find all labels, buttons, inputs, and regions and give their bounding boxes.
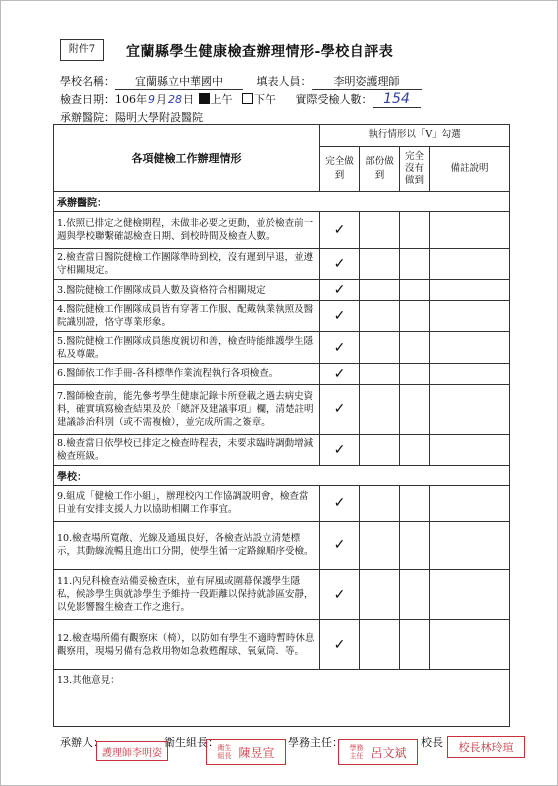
attachment-label: 附件7: [60, 39, 104, 61]
hospital-value: 陽明大學附設醫院: [115, 111, 203, 124]
info-row-school: [60, 73, 422, 90]
check-mark-icon: ✓: [333, 401, 346, 418]
cell-none-done: [400, 485, 430, 521]
cell-partial: [360, 434, 400, 466]
table-row: [54, 570, 510, 620]
check-mark-icon: ✓: [333, 308, 346, 325]
col-partial-header: 部份做到: [360, 146, 400, 192]
organizer-stamp: 護理師李明姿: [96, 741, 168, 761]
cell-full: [320, 363, 360, 384]
cell-partial: [360, 363, 400, 384]
cell-partial: [360, 300, 400, 332]
item-text: 7.醫師檢查前，能先參考學生健康記錄卡所登載之過去病史資料，確實填寫檢查結果及於「總評及建議事項」欄，清楚註明建議診治科別（或不需複檢），並完成所需之簽章。: [54, 384, 320, 434]
date-day: 28: [168, 93, 182, 106]
col-none-header: 完全沒有做到: [400, 146, 430, 192]
cell-note: [430, 280, 510, 301]
cell-partial: [360, 211, 400, 248]
cell-note: [430, 300, 510, 332]
cell-partial: [360, 620, 400, 670]
section-title: 學校：: [54, 466, 510, 486]
cell-partial: [360, 280, 400, 301]
check-mark-icon: ✓: [333, 636, 346, 653]
academic-stamp: [338, 739, 418, 765]
cell-note: [430, 363, 510, 384]
cell-partial: [360, 521, 400, 570]
info-row-hospital: [60, 109, 203, 125]
health-head-stamp-name: 陳昱宣: [238, 745, 275, 760]
table-row: [54, 485, 510, 521]
check-mark-icon: ✓: [333, 365, 346, 382]
evaluation-table: [53, 124, 510, 727]
cell-full: [320, 280, 360, 301]
table-row: [54, 363, 510, 384]
filler-value: 李明姿護理師: [312, 73, 422, 90]
item-text: 5.醫院健檢工作團隊成員態度親切和善，檢查時能維護學生隱私及尊嚴。: [54, 332, 320, 364]
principal-label: 校長: [421, 736, 443, 749]
cell-note: [430, 485, 510, 521]
cell-none-done: [400, 211, 430, 248]
cell-none-done: [400, 280, 430, 301]
cell-none-done: [400, 620, 430, 670]
check-mark-icon: ✓: [333, 441, 346, 458]
table-row: [54, 332, 510, 364]
cell-full: [320, 248, 360, 280]
table-row: [54, 248, 510, 280]
cell-full: [320, 620, 360, 670]
pm-checkbox: [242, 93, 253, 104]
check-mark-icon: ✓: [333, 537, 346, 554]
check-mark-icon: ✓: [333, 586, 346, 603]
table-row: [54, 620, 510, 670]
date-year: 106: [115, 93, 136, 106]
cell-full: [320, 521, 360, 570]
school-value: 宜蘭縣立中華國中: [115, 73, 243, 90]
date-label: 檢查日期：: [60, 93, 115, 106]
item-text: 13.其他意見：: [54, 670, 510, 727]
cell-none-done: [400, 332, 430, 364]
cell-full: [320, 384, 360, 434]
item-text: 10.檢查場所寬敞、光線及通風良好，各檢查站設立清楚標示，其動線流暢且進出口分開，使學生循一定路線順序受檢。: [54, 521, 320, 570]
principal-stamp: 校長林玲瑄: [447, 736, 525, 758]
organizer-label: 承辦人：: [60, 736, 104, 749]
health-head-stamp-small: 衛生組長: [217, 744, 232, 760]
cell-partial: [360, 248, 400, 280]
item-text: 1.依照已排定之健檢期程，未做非必要之更動，並於檢查前一週與學校聯繫確認檢查日期、到校時間及檢查人數。: [54, 211, 320, 248]
cell-full: [320, 332, 360, 364]
cell-note: [430, 332, 510, 364]
item-header: 各項健檢工作辦理情形: [54, 125, 320, 192]
check-mark-icon: ✓: [333, 339, 346, 356]
year-unit: 年: [136, 93, 147, 106]
count-label: 實際受檢人數：: [295, 93, 373, 106]
cell-note: [430, 248, 510, 280]
cell-partial: [360, 485, 400, 521]
table-row: [54, 670, 510, 727]
table-row: [54, 384, 510, 434]
item-text: 2.檢查當日醫院健檢工作團隊準時到校，沒有遲到早退，並遵守相關規定。: [54, 248, 320, 280]
filler-label: 填表人員：: [256, 75, 312, 88]
cell-none-done: [400, 434, 430, 466]
col-note-header: 備註說明: [430, 146, 510, 192]
school-label: 學校名稱：: [60, 75, 115, 88]
cell-note: [430, 384, 510, 434]
table-row: [54, 280, 510, 301]
table-row: [54, 300, 510, 332]
section-row: [54, 466, 510, 486]
cell-partial: [360, 570, 400, 620]
table-row: [54, 521, 510, 570]
page-title: 宜蘭縣學生健康檢查辦理情形-學校自評表: [126, 44, 394, 60]
cell-none-done: [400, 384, 430, 434]
cell-none-done: [400, 363, 430, 384]
table-row: [54, 434, 510, 466]
table-body: [54, 192, 510, 727]
cell-note: [430, 434, 510, 466]
item-text: 12.檢查場所備有觀察床（椅），以防如有學生不適時暫時休息觀察用，現場另備有急救用物如急救甦醒球、氧氣筒．等。: [54, 620, 320, 670]
hospital-label: 承辦醫院：: [60, 111, 115, 124]
check-mark-icon: ✓: [333, 221, 346, 238]
academic-label: 學務主任：: [288, 736, 343, 749]
count-value: 154: [373, 91, 421, 108]
cell-note: [430, 620, 510, 670]
cell-full: [320, 300, 360, 332]
health-head-label: 衛生組長：: [164, 736, 219, 749]
cell-full: [320, 485, 360, 521]
item-text: 11.內兒科檢查站備妥檢查床，並有屏風或圍幕保護學生隱私，候診學生與就診學生予維持一段距離以保持就診區安靜，以免影響醫生檢查工作之進行。: [54, 570, 320, 620]
day-unit: 日: [183, 93, 194, 106]
col-full-header: 完全做到: [320, 146, 360, 192]
cell-full: [320, 570, 360, 620]
item-text: 8.檢查當日依學校已排定之檢查時程表，未要求臨時調動增減檢查班級。: [54, 434, 320, 466]
month-unit: 月: [156, 93, 167, 106]
cell-none-done: [400, 300, 430, 332]
section-row: [54, 192, 510, 212]
cell-none-done: [400, 248, 430, 280]
cell-full: [320, 434, 360, 466]
date-month: 9: [148, 93, 155, 106]
cell-partial: [360, 332, 400, 364]
academic-stamp-small: 學務主任: [349, 744, 364, 760]
item-text: 6.醫師依工作手冊-各科標準作業流程執行各項檢查。: [54, 363, 320, 384]
am-label: 上午: [210, 93, 233, 106]
cell-note: [430, 521, 510, 570]
item-text: 4.醫院健檢工作團隊成員皆有穿著工作服、配戴執業執照及醫院識別證，恪守專業形象。: [54, 300, 320, 332]
cell-none-done: [400, 521, 430, 570]
cell-partial: [360, 384, 400, 434]
pm-label: 下午: [254, 93, 276, 106]
cell-note: [430, 211, 510, 248]
check-mark-icon: ✓: [333, 282, 346, 299]
exec-header: 執行情形以「V」勾選: [320, 125, 510, 147]
section-title: 承辦醫院：: [54, 192, 510, 212]
health-head-stamp: [206, 739, 286, 765]
check-mark-icon: ✓: [333, 256, 346, 273]
table-row: [54, 211, 510, 248]
item-text: 3.醫院健檢工作團隊成員人數及資格符合相關規定: [54, 280, 320, 301]
cell-note: [430, 570, 510, 620]
check-mark-icon: ✓: [333, 495, 346, 512]
academic-stamp-name: 呂文斌: [370, 745, 407, 760]
am-checkbox: [199, 93, 210, 104]
info-row-date: [60, 91, 421, 108]
cell-none-done: [400, 570, 430, 620]
item-text: 9.組成「健檢工作小組」，辦理校內工作協調說明會，檢查當日並有安排支援人力以協助相關工作事宜。: [54, 485, 320, 521]
cell-full: [320, 211, 360, 248]
